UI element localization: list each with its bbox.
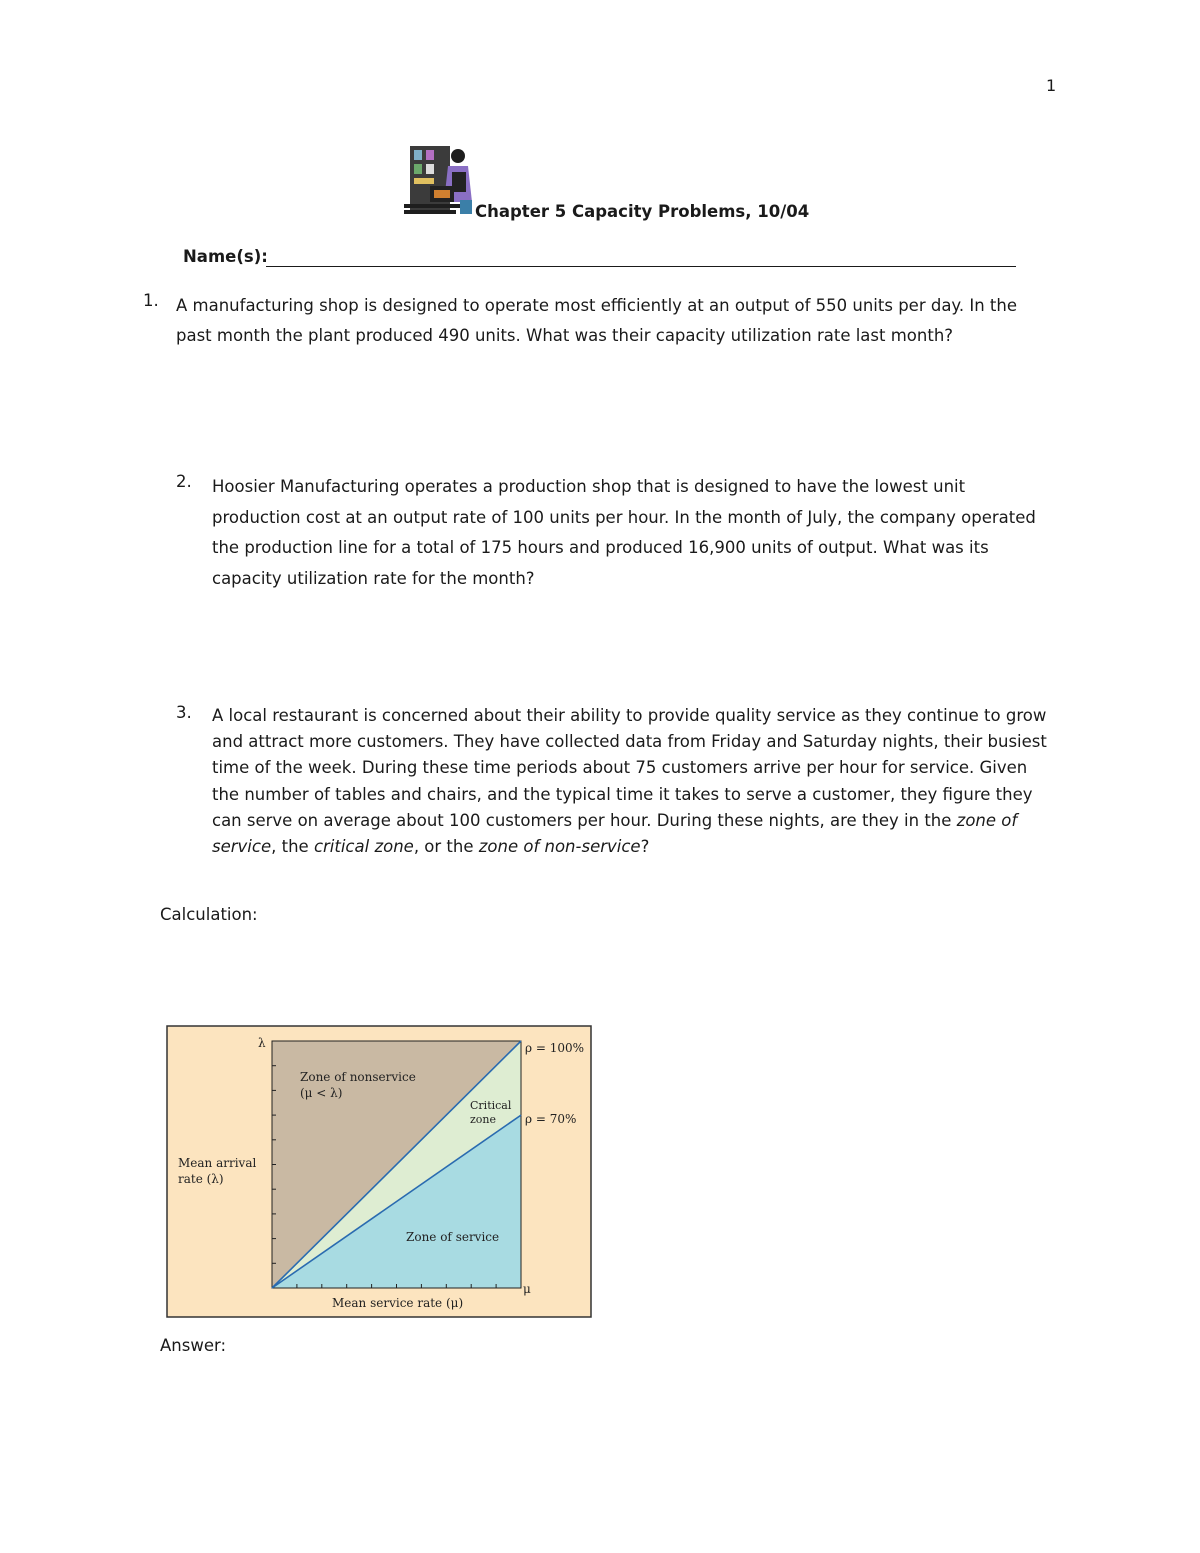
- question-3-number: 3.: [176, 703, 192, 722]
- page-number: 1: [1046, 76, 1057, 95]
- critical-zone-sublabel: zone: [470, 1113, 497, 1126]
- y-axis-label-line2: rate (λ): [178, 1172, 224, 1186]
- question-1-number: 1.: [143, 291, 159, 310]
- page-title: Chapter 5 Capacity Problems, 10/04: [475, 202, 810, 221]
- critical-zone-term: critical zone: [313, 837, 414, 857]
- question-2-text: Hoosier Manufacturing operates a production shop that is designed to have the lowest unit production cost at an output rate of 100 units per hour. In the month of July, the company operated the production line for a total of 175 hours and produced 16,900 units of output. What was its capacity utilization rate for the month?: [212, 477, 1036, 588]
- x-axis-label: Mean service rate (μ): [332, 1296, 464, 1310]
- question-3-end: ?: [640, 837, 650, 857]
- capacity-zone-chart: [166, 1025, 592, 1318]
- question-3-body: A local restaurant is concerned about their ability to provide quality service as they continue to grow and attract more customers. They have collected data from Friday and Saturday nights, their busiest time of the week. During these time periods about 75 customers arrive per hour for service. Given the number of tables and chairs, and the typical time it takes to serve a customer, they figure they can serve on average about 100 customers per hour. During these nights, are they in the: [212, 706, 1047, 830]
- zone-service-label: Zone of service: [406, 1230, 500, 1244]
- question-3-sep2: , or the: [413, 837, 479, 857]
- question-3-sep1: , the: [271, 837, 314, 857]
- question-2-number: 2.: [176, 472, 192, 491]
- zone-of-nonservice-term: zone of non-service: [478, 837, 641, 857]
- rho-100-label: ρ = 100%: [525, 1041, 585, 1055]
- answer-label: Answer:: [160, 1336, 227, 1355]
- critical-zone-label: Critical: [470, 1099, 512, 1112]
- y-axis-top-label: λ: [258, 1036, 266, 1050]
- name-field-line[interactable]: [266, 266, 1016, 267]
- x-axis-end-label: μ: [523, 1282, 531, 1296]
- zone-of-service-term: zone of service: [212, 810, 1018, 857]
- zone-nonservice-sublabel: (μ < λ): [300, 1086, 343, 1100]
- rho-70-label: ρ = 70%: [525, 1112, 577, 1126]
- name-label: Name(s):: [183, 247, 268, 266]
- y-axis-label-line1: Mean arrival: [178, 1156, 257, 1170]
- zone-nonservice-label: Zone of nonservice: [300, 1070, 416, 1084]
- factory-worker-clipart: [404, 142, 476, 218]
- calculation-label: Calculation:: [160, 905, 258, 924]
- question-1-text: A manufacturing shop is designed to operate most efficiently at an output of 550 units per day. In the past month the plant produced 490 units. What was their capacity utilization rate last month?: [176, 296, 1017, 345]
- question-3-text: [212, 703, 1057, 860]
